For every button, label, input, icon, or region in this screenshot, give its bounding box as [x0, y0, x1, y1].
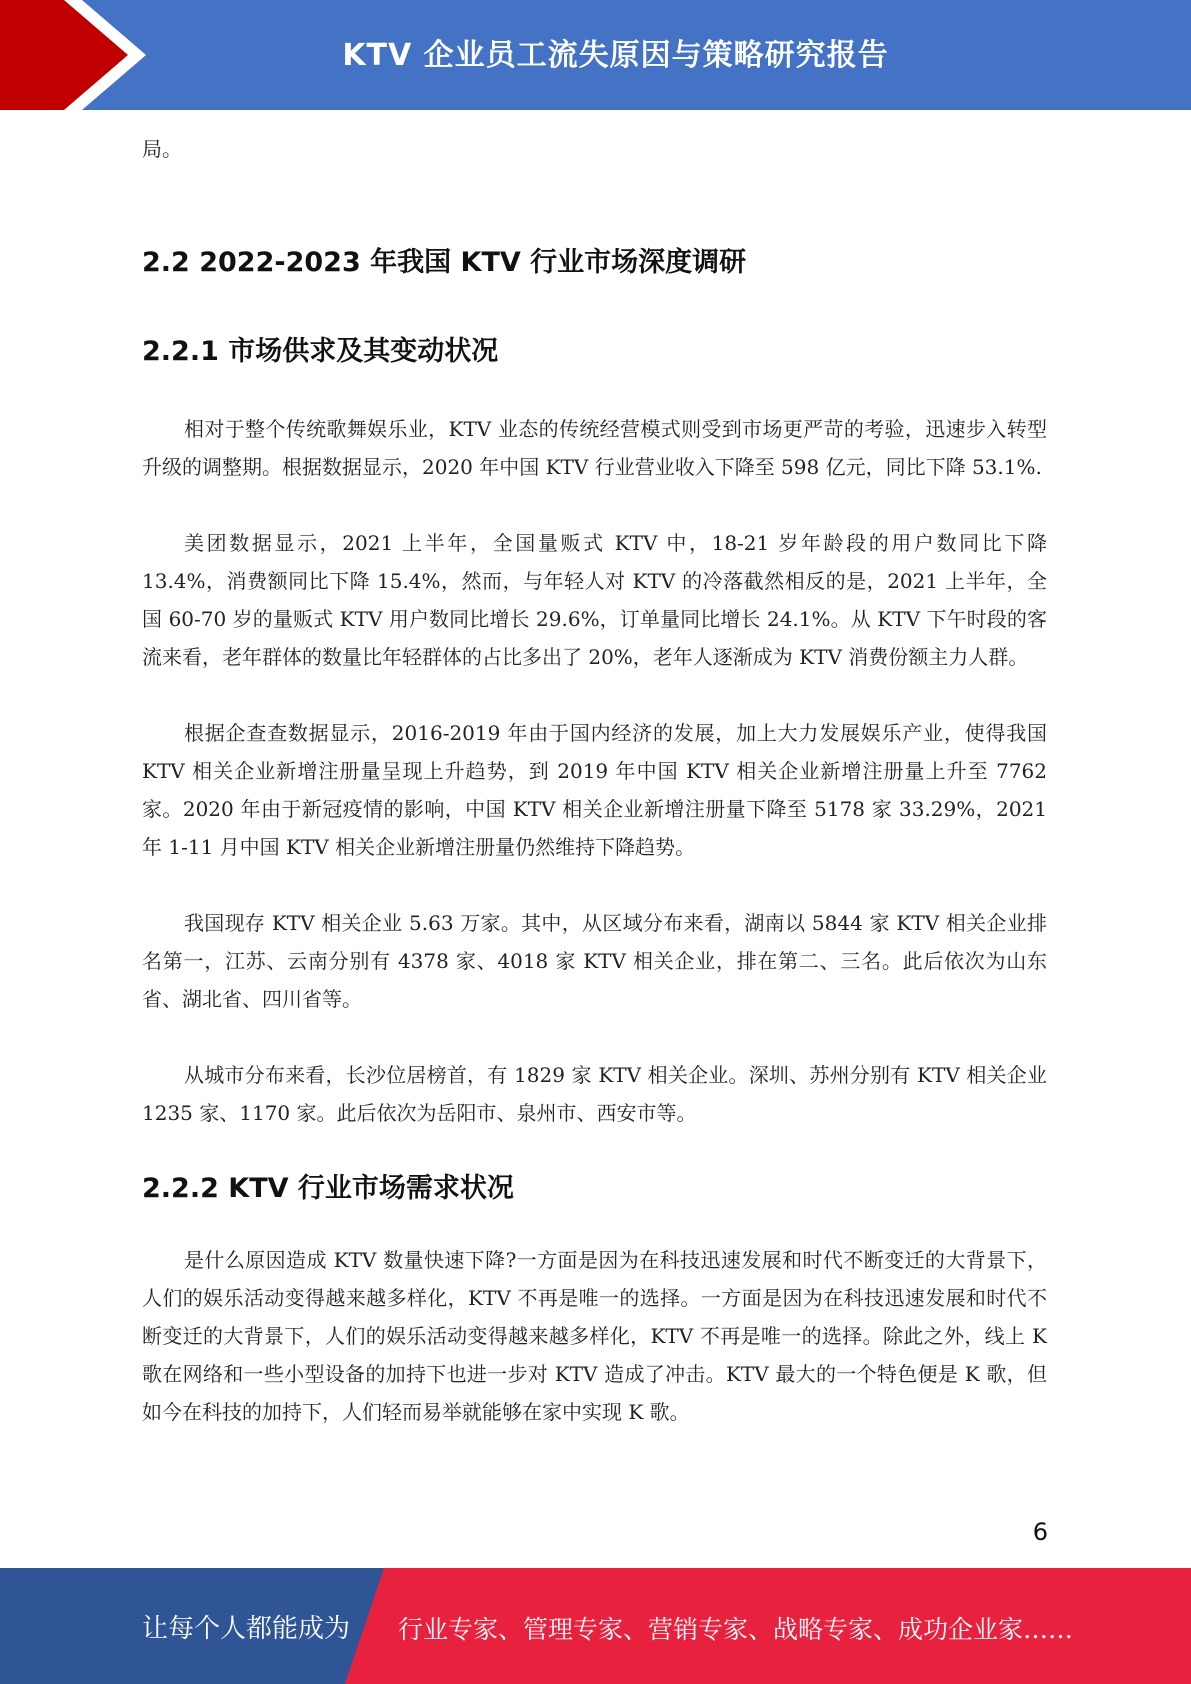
- page-number: 6: [1032, 1518, 1048, 1546]
- section-2-2-1-heading: 2.2.1 市场供求及其变动状况: [142, 336, 499, 367]
- paragraph: 根据企查查数据显示，2016-2019 年由于国内经济的发展，加上大力发展娱乐产业，使得我国 KTV 相关企业新增注册量呈现上升趋势，到 2019 年中国 KTV 相关企业新增注册量上升至 7762 家。2020 年由于新冠疫情的影响，中国 KTV 相关企业新增注册量下降至 5178 家 33.29%，2021 年 1-11 月中国 KTV 相关企业新增注册量仍然维持下降趋势。: [142, 721, 1047, 859]
- paragraph: 美团数据显示，2021 上半年，全国量贩式 KTV 中，18-21 岁年龄段的用户数同比下降 13.4%，消费额同比下降 15.4%，然而，与年轻人对 KTV 的冷落截然相反的是，2021 上半年，全国 60-70 岁的量贩式 KTV 用户数同比增长 29.6%，订单量同比增长 24.1%。从 KTV 下午时段的客流来看，老年群体的数量比年轻群体的占比多出了 20%，老年人逐渐成为 KTV 消费份额主力人群。: [142, 531, 1047, 669]
- page-header: [0, 0, 1191, 110]
- section-2-2-2-heading: 2.2.2 KTV 行业市场需求状况: [142, 1173, 514, 1204]
- paragraph: 是什么原因造成 KTV 数量快速下降?一方面是因为在科技迅速发展和时代不断变迁的大背景下，人们的娱乐活动变得越来越多样化，KTV 不再是唯一的选择。一方面是因为在科技迅速发展和时代不断变迁的大背景下，人们的娱乐活动变得越来越多样化，KTV 不再是唯一的选择。除此之外，线上 K 歌在网络和一些小型设备的加持下也进一步对 KTV 造成了冲击。KTV 最大的一个特色便是 K 歌，但如今在科技的加持下，人们轻而易举就能够在家中实现 K 歌。: [142, 1248, 1047, 1424]
- section-2-2-heading: 2.2 2022-2023 年我国 KTV 行业市场深度调研: [142, 247, 747, 278]
- footer-slogan-right: 行业专家、管理专家、营销专家、战略专家、成功企业家……: [398, 1615, 1074, 1644]
- report-title: KTV 企业员工流失原因与策略研究报告: [342, 38, 889, 73]
- footer-slogan-left: 让每个人都能成为: [142, 1614, 351, 1644]
- intro-fragment: 局。: [142, 137, 182, 161]
- paragraph: 从城市分布来看，长沙位居榜首，有 1829 家 KTV 相关企业。深圳、苏州分别有 KTV 相关企业 1235 家、1170 家。此后依次为岳阳市、泉州市、西安市等。: [142, 1063, 1047, 1125]
- paragraph: 相对于整个传统歌舞娱乐业，KTV 业态的传统经营模式则受到市场更严苛的考验，迅速步入转型升级的调整期。根据数据显示，2020 年中国 KTV 行业营业收入下降至 598 亿元，同比下降 53.1%.: [142, 417, 1047, 479]
- paragraph: 我国现存 KTV 相关企业 5.63 万家。其中，从区域分布来看，湖南以 5844 家 KTV 相关企业排名第一，江苏、云南分别有 4378 家、4018 家 KTV 相关企业，排在第二、三名。此后依次为山东省、湖北省、四川省等。: [142, 911, 1047, 1011]
- page-footer: [0, 1568, 1191, 1684]
- main-content: [142, 130, 1047, 1431]
